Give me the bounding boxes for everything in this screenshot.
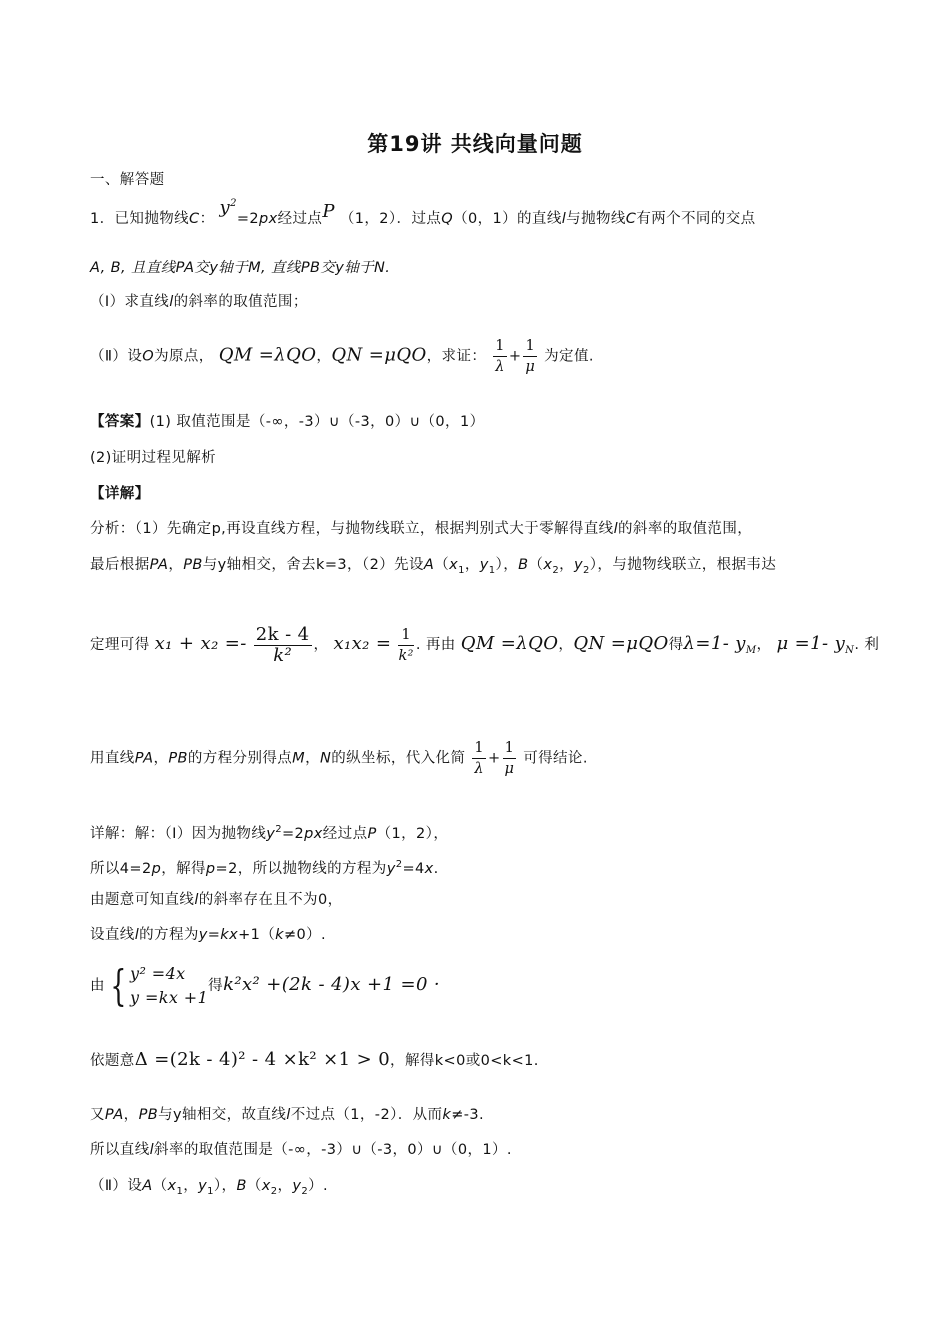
section-heading: 一、解答题 bbox=[90, 172, 165, 188]
solution-line-8: 所以直线l斜率的取值范围是（-∞，-3）∪（-3，0）∪（0，1）. bbox=[90, 1142, 512, 1158]
solution-line-9: （Ⅱ）设$A(x_1$，$y_1$），$B(x_2$，$y_2$）. bbox=[90, 1178, 329, 1197]
solution-line-7: 又PA，PB与y轴相交，故直线l不过点（1，-2）．从而k≠-3. bbox=[90, 1107, 485, 1123]
fraction-one-over-lambda-2: $\frac{1}{\lambda}$ bbox=[474, 740, 485, 777]
problem-line-2: A, B, 且直线PA交y轴于M, 直线PB交y轴于N. bbox=[90, 260, 391, 276]
fraction-product: $\frac{1}{\text{k²}}$ bbox=[398, 626, 414, 664]
page-title: 第19讲 共线向量问题 bbox=[367, 132, 583, 156]
fraction-sum: $\frac{2k - 4}{\text{k²}}$ bbox=[255, 623, 310, 666]
answer-line-1: 【答案】(1) 取值范围是（-∞，-3）∪（-3，0）∪（0，1） bbox=[90, 414, 485, 430]
answer-line-2: (2)证明过程见解析 bbox=[90, 450, 217, 466]
solution-line-1: 详解：解：（Ⅰ）因为抛物线$y^2=2px$经过点P（1，2）， bbox=[90, 824, 449, 842]
problem-part-2: （Ⅱ）设O为原点， QM =λQO，QN =μQO，求证： $\frac{1}{\lambda}$ + $\frac{1}{\mu}$ 为定值. bbox=[90, 338, 594, 375]
fraction-one-over-mu-2: $\frac{1}{\mu}$ bbox=[504, 740, 515, 777]
solution-line-5: 由 { y² =4x y =kx +1 得k²x² +(2k - 4)x +1 =0 · bbox=[90, 961, 441, 1010]
solution-line-6: 依题意Δ =(2k - 4)² - 4 ×k² ×1 > 0，解得k<0或0<k<1. bbox=[90, 1049, 539, 1070]
fraction-one-over-lambda: $\frac{1}{\lambda}$ bbox=[495, 338, 505, 375]
equation-system: y² =4x y =kx +1 bbox=[130, 964, 209, 1007]
solution-line-3: 由题意可知直线l的斜率存在且不为0， bbox=[90, 892, 343, 908]
left-brace: { bbox=[110, 961, 127, 1010]
solution-line-4: 设直线l的方程为y=kx+1（k≠0）. bbox=[90, 927, 327, 943]
fraction-one-over-mu: $\frac{1}{\mu}$ bbox=[525, 338, 536, 375]
problem-part-1: （Ⅰ）求直线l的斜率的取值范围； bbox=[90, 294, 308, 310]
analysis-line-4: 用直线PA，PB的方程分别得点M，N的纵坐标，代入化简 $\frac{1}{\lambda}$ + $\frac{1}{\mu}$ 可得结论. bbox=[90, 740, 588, 777]
analysis-line-1: 分析：（1）先确定p,再设直线方程，与抛物线联立，根据判别式大于零解得直线l的斜率的取值范围， bbox=[90, 521, 753, 537]
problem-line-1: 1．已知抛物线C： $y^2=2px$经过点P （1，2）．过点Q（0，1）的直线l与抛物线C有两个不同的交点 bbox=[90, 197, 756, 227]
solution-line-2: 所以4=2p，解得p=2，所以抛物线的方程为$y^2=4x$. bbox=[90, 859, 439, 877]
detail-label: 【详解】 bbox=[90, 486, 150, 502]
analysis-line-3: 定理可得 x₁ + x₂ =- $\frac{2k - 4}{\text{k²}}$ ， x₁x₂ = $\frac{1}{\text{k²}}$ . 再由 QM =λQO，QN =μQO得λ=1- $y_M$， μ =1- $y_N$. 利 bbox=[90, 623, 880, 666]
analysis-line-2: 最后根据PA，PB与y轴相交，舍去k=3，（2）先设$A(x_1$，$y_1$），$B(x_2$，$y_2$），与抛物线联立，根据韦达 bbox=[90, 557, 777, 576]
